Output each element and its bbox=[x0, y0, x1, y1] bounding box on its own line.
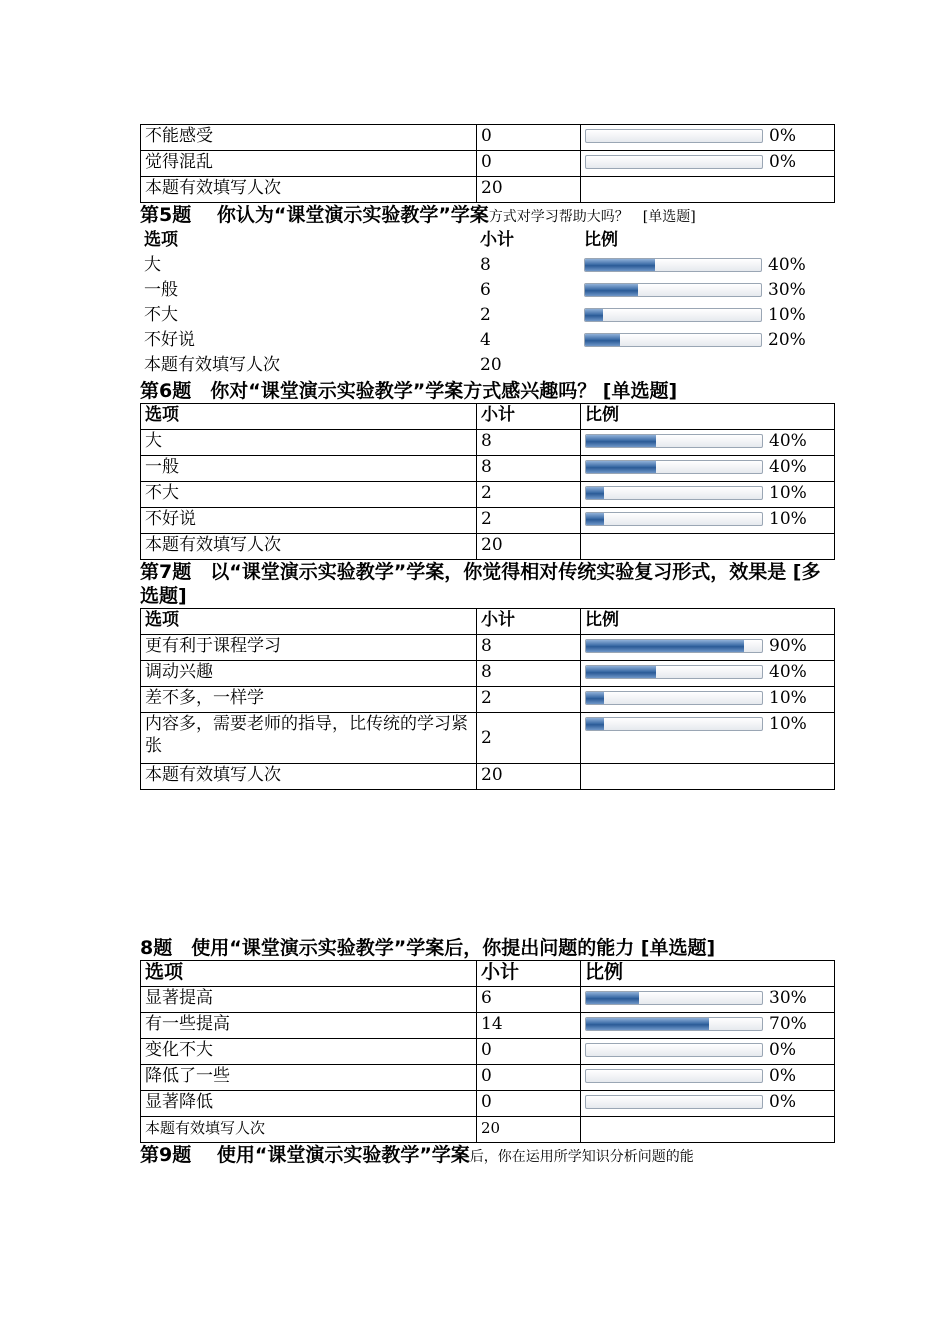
q7-title: 第7题 以“课堂演示实验教学”学案，你觉得相对传统实验复习形式，效果是 [多选题] bbox=[140, 561, 821, 607]
percentage-bar bbox=[585, 639, 763, 653]
option-count: 14 bbox=[477, 1013, 581, 1039]
option-count: 8 bbox=[480, 255, 491, 275]
percentage-label: 10% bbox=[769, 509, 807, 529]
percentage-label: 0% bbox=[769, 152, 796, 172]
bar-fill bbox=[586, 692, 604, 704]
total-row bbox=[141, 177, 835, 203]
q5-title bbox=[140, 203, 834, 229]
option-label: 觉得混乱 bbox=[141, 151, 477, 177]
q9-title bbox=[140, 1143, 834, 1169]
q9-title-bold: 第9题 使用“课堂演示实验教学”学案 bbox=[140, 1144, 470, 1166]
percentage-label: 40% bbox=[769, 457, 807, 477]
option-count: 6 bbox=[477, 987, 581, 1013]
percentage-bar bbox=[585, 991, 763, 1005]
total-count: 20 bbox=[477, 1117, 581, 1143]
percentage-label: 10% bbox=[769, 688, 807, 708]
q6-title: 第6题 你对“课堂演示实验教学”学案方式感兴趣吗？ [单选题] bbox=[140, 380, 678, 402]
percentage-label: 40% bbox=[769, 431, 807, 451]
percentage-bar bbox=[585, 1043, 763, 1057]
percentage-bar bbox=[584, 258, 762, 272]
option-count: 0 bbox=[477, 1091, 581, 1117]
option-count: 0 bbox=[477, 125, 581, 151]
percentage-label: 70% bbox=[769, 1014, 807, 1034]
percentage-label: 10% bbox=[769, 483, 807, 503]
percentage-label: 20% bbox=[768, 330, 806, 350]
percentage-label: 30% bbox=[768, 280, 806, 300]
bar-fill bbox=[586, 513, 604, 525]
total-count: 20 bbox=[477, 534, 581, 560]
option-label: 差不多，一样学 bbox=[141, 687, 477, 713]
bar-fill bbox=[586, 640, 744, 652]
percentage-bar bbox=[585, 129, 763, 143]
percentage-bar bbox=[585, 691, 763, 705]
percentage-bar bbox=[585, 1069, 763, 1083]
percentage-bar bbox=[585, 155, 763, 169]
header-count: 小计 bbox=[480, 230, 514, 250]
option-label: 大 bbox=[144, 255, 161, 275]
percentage-label: 90% bbox=[769, 636, 807, 656]
bar-fill bbox=[586, 435, 656, 447]
header-ratio: 比例 bbox=[584, 230, 618, 250]
option-label: 不好说 bbox=[141, 508, 477, 534]
table-row bbox=[140, 254, 834, 279]
table-row bbox=[141, 687, 835, 713]
total-label: 本题有效填写人次 bbox=[141, 177, 477, 203]
table-row bbox=[141, 1065, 835, 1091]
percentage-label: 30% bbox=[769, 988, 807, 1008]
percentage-label: 40% bbox=[768, 255, 806, 275]
table-row bbox=[141, 1039, 835, 1065]
total-row bbox=[141, 764, 835, 790]
total-label: 本题有效填写人次 bbox=[144, 355, 280, 375]
option-label: 大 bbox=[141, 430, 477, 456]
table-row bbox=[141, 508, 835, 534]
q4-rows bbox=[141, 125, 835, 203]
option-label: 调动兴趣 bbox=[141, 661, 477, 687]
bar-fill bbox=[585, 334, 620, 346]
option-label: 变化不大 bbox=[141, 1039, 477, 1065]
option-count: 0 bbox=[477, 1039, 581, 1065]
header-option: 选项 bbox=[144, 230, 178, 250]
option-label: 显著降低 bbox=[141, 1091, 477, 1117]
survey-document bbox=[140, 124, 834, 1169]
option-label: 更有利于课程学习 bbox=[141, 635, 477, 661]
percentage-label: 40% bbox=[769, 662, 807, 682]
bar-fill bbox=[585, 284, 638, 296]
percentage-bar bbox=[584, 333, 762, 347]
option-label: 不大 bbox=[141, 482, 477, 508]
q9-title-tail: 后，你在运用所学知识分析问题的能 bbox=[469, 1149, 694, 1165]
option-label: 有一些提高 bbox=[141, 1013, 477, 1039]
table-row bbox=[141, 1013, 835, 1039]
q5-title-tail: 方式对学习帮助大吗？ [单选题] bbox=[488, 209, 696, 225]
table-row bbox=[141, 1091, 835, 1117]
percentage-bar bbox=[585, 512, 763, 526]
q8-title: 8题 使用“课堂演示实验教学”学案后，你提出问题的能力 [单选题] bbox=[140, 937, 716, 959]
bar-fill bbox=[586, 1018, 709, 1030]
option-count: 2 bbox=[480, 305, 491, 325]
option-label: 一般 bbox=[144, 280, 178, 300]
percentage-label: 10% bbox=[769, 714, 807, 734]
table-row bbox=[141, 125, 835, 151]
total-label: 本题有效填写人次 bbox=[141, 1117, 477, 1143]
table-row bbox=[141, 430, 835, 456]
option-count: 2 bbox=[477, 687, 581, 713]
table-row bbox=[140, 304, 834, 329]
option-count: 8 bbox=[477, 456, 581, 482]
total-count: 20 bbox=[480, 355, 502, 375]
option-count: 2 bbox=[477, 482, 581, 508]
q6-results-table bbox=[140, 403, 835, 560]
header-ratio: 比例 bbox=[581, 961, 835, 987]
q7-results-table bbox=[140, 608, 835, 790]
q8-results-table bbox=[140, 960, 835, 1143]
percentage-bar bbox=[585, 460, 763, 474]
total-row bbox=[141, 1117, 835, 1143]
header-option: 选项 bbox=[141, 961, 477, 987]
percentage-label: 0% bbox=[769, 126, 796, 146]
option-label: 内容多，需要老师的指导，比传统的学习紧张 bbox=[141, 713, 477, 764]
option-count: 8 bbox=[477, 430, 581, 456]
table-row bbox=[141, 635, 835, 661]
percentage-bar bbox=[585, 434, 763, 448]
option-count: 2 bbox=[477, 713, 581, 764]
header-row bbox=[141, 404, 835, 430]
percentage-bar bbox=[585, 1017, 763, 1031]
option-count: 8 bbox=[477, 661, 581, 687]
percentage-label: 0% bbox=[769, 1040, 796, 1060]
option-count: 0 bbox=[477, 1065, 581, 1091]
bar-fill bbox=[585, 309, 603, 321]
header-row bbox=[140, 229, 834, 254]
percentage-bar bbox=[585, 665, 763, 679]
option-label: 一般 bbox=[141, 456, 477, 482]
header-count: 小计 bbox=[477, 609, 581, 635]
header-count: 小计 bbox=[477, 404, 581, 430]
table-row bbox=[141, 456, 835, 482]
option-label: 降低了一些 bbox=[141, 1065, 477, 1091]
option-count: 2 bbox=[477, 508, 581, 534]
header-option: 选项 bbox=[141, 609, 477, 635]
percentage-label: 0% bbox=[769, 1066, 796, 1086]
header-row bbox=[141, 609, 835, 635]
percentage-bar bbox=[585, 1095, 763, 1109]
header-ratio: 比例 bbox=[581, 404, 835, 430]
table-row bbox=[141, 661, 835, 687]
bar-fill bbox=[586, 461, 656, 473]
option-count: 4 bbox=[480, 330, 491, 350]
bar-fill bbox=[586, 666, 656, 678]
percentage-bar bbox=[584, 283, 762, 297]
percentage-bar bbox=[584, 308, 762, 322]
q5-title-bold: 第5题 你认为“课堂演示实验教学”学案 bbox=[140, 204, 489, 226]
total-label: 本题有效填写人次 bbox=[141, 534, 477, 560]
option-count: 8 bbox=[477, 635, 581, 661]
option-label: 不好说 bbox=[144, 330, 195, 350]
option-label: 不能感受 bbox=[141, 125, 477, 151]
percentage-label: 0% bbox=[769, 1092, 796, 1112]
total-count: 20 bbox=[477, 764, 581, 790]
table-row bbox=[140, 329, 834, 354]
option-label: 不大 bbox=[144, 305, 178, 325]
header-row bbox=[141, 961, 835, 987]
header-option: 选项 bbox=[141, 404, 477, 430]
header-ratio: 比例 bbox=[581, 609, 835, 635]
total-row bbox=[140, 354, 834, 379]
option-count: 6 bbox=[480, 280, 491, 300]
total-count: 20 bbox=[477, 177, 581, 203]
table-row bbox=[141, 987, 835, 1013]
bar-fill bbox=[586, 487, 604, 499]
bar-fill bbox=[585, 259, 655, 271]
table-row bbox=[141, 482, 835, 508]
bar-fill bbox=[586, 992, 639, 1004]
percentage-bar bbox=[585, 717, 763, 731]
table-row bbox=[141, 151, 835, 177]
total-row bbox=[141, 534, 835, 560]
table-row bbox=[140, 279, 834, 304]
option-label: 显著提高 bbox=[141, 987, 477, 1013]
option-count: 0 bbox=[477, 151, 581, 177]
percentage-bar bbox=[585, 486, 763, 500]
percentage-label: 10% bbox=[768, 305, 806, 325]
q5-results-table bbox=[140, 229, 834, 379]
bar-fill bbox=[586, 718, 604, 730]
total-label: 本题有效填写人次 bbox=[141, 764, 477, 790]
header-count: 小计 bbox=[477, 961, 581, 987]
table-row bbox=[141, 713, 835, 764]
q4-results-table bbox=[140, 124, 835, 203]
